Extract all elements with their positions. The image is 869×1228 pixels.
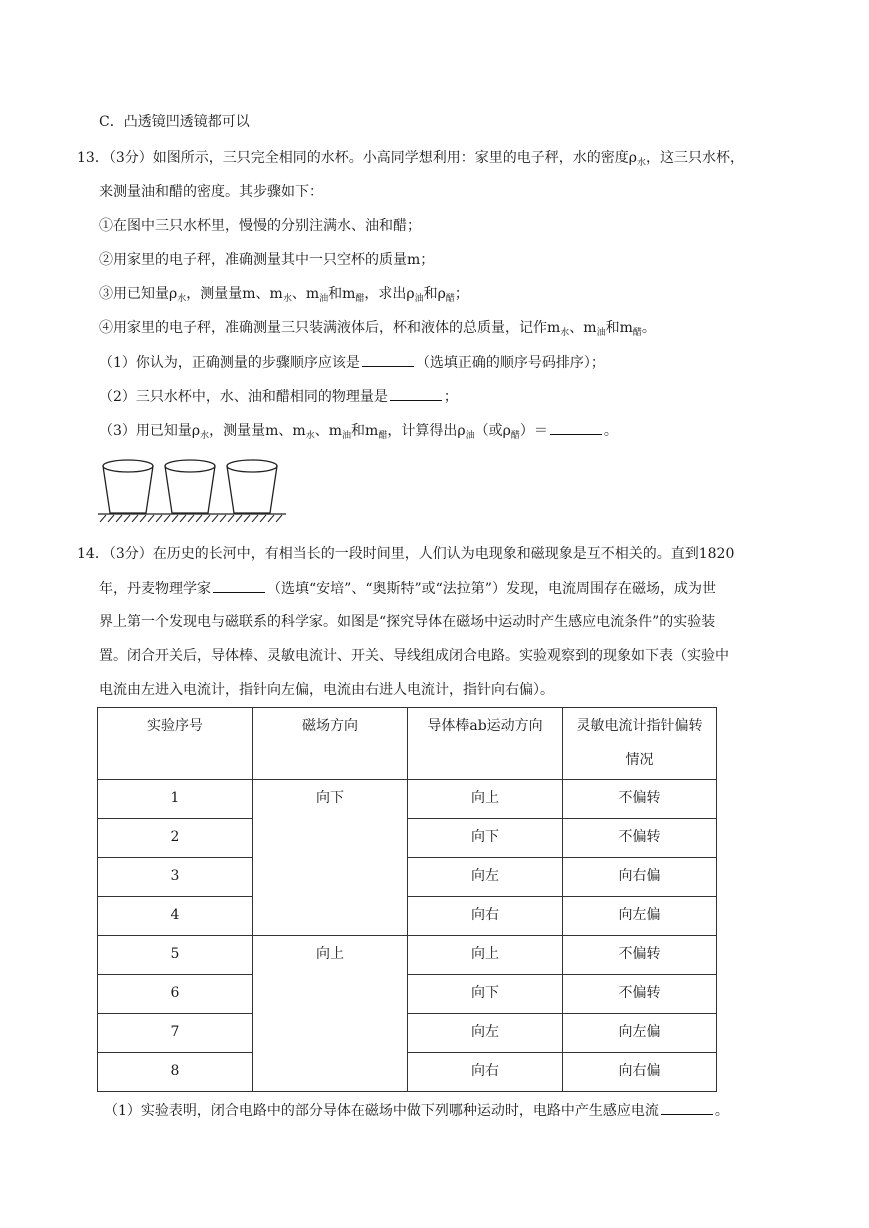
q13-step3: ③用已知量$\rho_水$，测量量m、$m_水$、$m_油$和$m_醋$，求出$\rho_油$和$\rho_醋$； bbox=[99, 286, 469, 304]
cell-motion: 向右 bbox=[408, 1053, 563, 1092]
cell-field-down: 向下 bbox=[253, 780, 408, 936]
q13-stem-line1: 13．（3分）如图所示，三只完全相同的水杯。小高同学想利用：家里的电子秤，水的密度$\rho_水$，这三只水杯， bbox=[77, 150, 744, 168]
cell-deflection: 不偏转 bbox=[563, 819, 717, 858]
answer-blank[interactable] bbox=[550, 420, 602, 435]
cell-deflection: 不偏转 bbox=[563, 975, 717, 1014]
q13-sub3: （3）用已知量$\rho_水$，测量量m、$m_水$、$m_油$和$m_醋$，计算得出$\rho_油$（或$\rho_醋)=$ 。 bbox=[99, 420, 618, 446]
cup-2 bbox=[165, 460, 215, 513]
cell-deflection: 向右偏 bbox=[563, 1053, 717, 1092]
cell-trial-no: 1 bbox=[98, 780, 253, 819]
table-row bbox=[98, 819, 717, 858]
cell-deflection: 不偏转 bbox=[563, 936, 717, 975]
table-row bbox=[98, 780, 717, 819]
answer-blank[interactable] bbox=[661, 1100, 713, 1115]
q14-stem-line1: 14．（3分）在历史的长河中，有相当长的一段时间里，人们认为电现象和磁现象是互不相关的。直到1820 bbox=[77, 546, 735, 562]
q14-stem-line4: 置。闭合开关后，导体棒、灵敏电流计、开关、导线组成闭合电路。实验观察到的现象如下表（实验中 bbox=[99, 648, 729, 664]
cell-trial-no: 8 bbox=[98, 1053, 253, 1092]
cell-motion: 向右 bbox=[408, 897, 563, 936]
cell-trial-no: 3 bbox=[98, 858, 253, 897]
q14-stem-line3: 界上第一个发现电与磁联系的科学家。如图是“探究导体在磁场中运动时产生感应电流条件”的实验装 bbox=[99, 614, 716, 630]
q13-step4: ④用家里的电子秤，准确测量三只装满液体后，杯和液体的总质量，记作$m_水$、$m_油$和$m_醋$。 bbox=[99, 320, 656, 338]
cell-motion: 向下 bbox=[408, 819, 563, 858]
header-trial-no: 实验序号 bbox=[98, 708, 253, 780]
answer-blank[interactable] bbox=[362, 352, 414, 367]
q13-stem-line2: 来测量油和醋的密度。其步骤如下： bbox=[99, 184, 323, 200]
q13-sub2: （2）三只水杯中，水、油和醋相同的物理量是 ； bbox=[99, 386, 458, 407]
table-row bbox=[98, 936, 717, 975]
table-row bbox=[98, 1014, 717, 1053]
ground-hatching bbox=[100, 515, 282, 522]
cell-motion: 向左 bbox=[408, 1014, 563, 1053]
table-header-row bbox=[98, 708, 717, 780]
header-motion-direction: 导体棒ab运动方向 bbox=[408, 708, 563, 780]
cell-motion: 向下 bbox=[408, 975, 563, 1014]
cell-deflection: 不偏转 bbox=[563, 780, 717, 819]
answer-blank[interactable] bbox=[390, 386, 442, 401]
cell-trial-no: 6 bbox=[98, 975, 253, 1014]
q14-stem-line2: 年，丹麦物理学家 （选填“安培”、“奥斯特”或“法拉第”）发现，电流周围存在磁场，成为世 bbox=[99, 578, 716, 599]
cell-deflection: 向左偏 bbox=[563, 1014, 717, 1053]
table-row bbox=[98, 858, 717, 897]
cell-trial-no: 5 bbox=[98, 936, 253, 975]
experiment-table bbox=[97, 707, 717, 1092]
header-field-direction: 磁场方向 bbox=[253, 708, 408, 780]
cell-motion: 向上 bbox=[408, 936, 563, 975]
table-row bbox=[98, 897, 717, 936]
three-cups-figure bbox=[96, 456, 288, 524]
cell-field-up: 向上 bbox=[253, 936, 408, 1092]
cell-trial-no: 7 bbox=[98, 1014, 253, 1053]
q14-sub1: （1）实验表明，闭合电路中的部分导体在磁场中做下列哪种运动时，电路中产生感应电流 。 bbox=[104, 1100, 729, 1121]
cell-trial-no: 2 bbox=[98, 819, 253, 858]
header-deflection: 灵敏电流计指针偏转 情况 bbox=[563, 708, 717, 780]
q13-step1: ①在图中三只水杯里，慢慢的分别注满水、油和醋； bbox=[99, 218, 421, 234]
cell-deflection: 向左偏 bbox=[563, 897, 717, 936]
option-c: C．凸透镜凹透镜都可以 bbox=[99, 114, 250, 130]
table-row bbox=[98, 1053, 717, 1092]
cell-trial-no: 4 bbox=[98, 897, 253, 936]
answer-blank[interactable] bbox=[213, 578, 265, 593]
q13-step2: ②用家里的电子秤，准确测量其中一只空杯的质量m； bbox=[99, 252, 435, 268]
cell-deflection: 向右偏 bbox=[563, 858, 717, 897]
q14-stem-line5: 电流由左进入电流计，指针向左偏，电流由右进人电流计，指针向右偏）。 bbox=[99, 682, 554, 698]
cell-motion: 向上 bbox=[408, 780, 563, 819]
cell-motion: 向左 bbox=[408, 858, 563, 897]
cup-3 bbox=[227, 460, 277, 513]
q13-sub1: （1）你认为，正确测量的步骤顺序应该是 （选填正确的顺序号码排序）； bbox=[99, 352, 605, 373]
cup-1 bbox=[103, 460, 153, 513]
table-row bbox=[98, 975, 717, 1014]
